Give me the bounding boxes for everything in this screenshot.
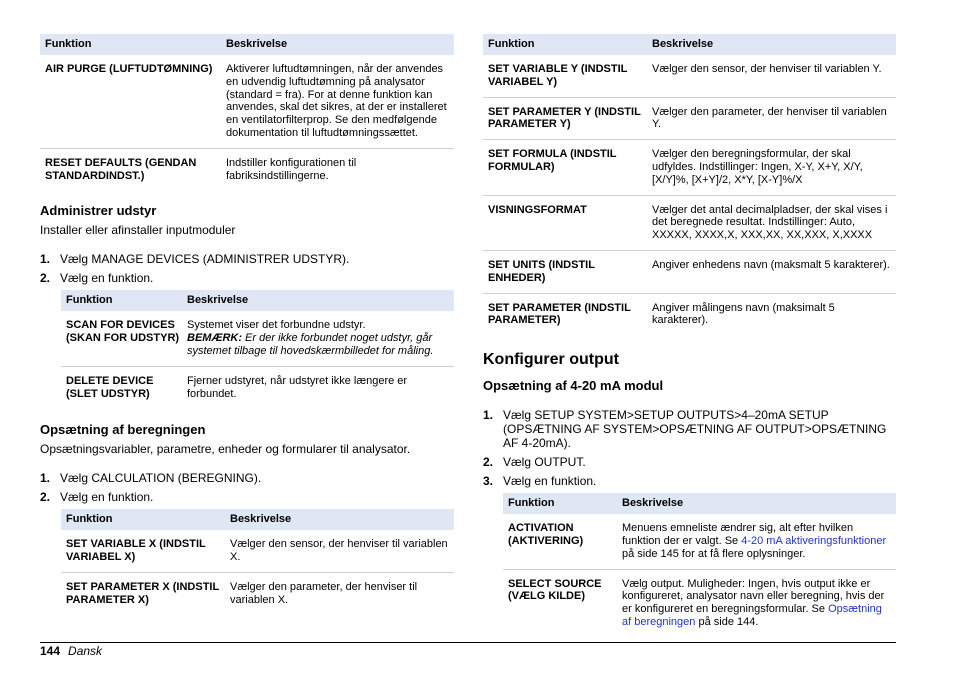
description-cell: Vælger det antal decimalpladser, der skal vises i det beregnede resultat. Indstillinger: Auto, XXXXX, XXXX,X, XXX,XX, XX,XXX, X,XXXX [652, 195, 896, 250]
cross-reference-link[interactable]: Opsætning af beregningen [622, 603, 882, 628]
step-text: Vælg OUTPUT. [503, 455, 586, 470]
note-text [187, 332, 433, 357]
step-number: 2. [40, 271, 51, 286]
step-text: Vælg en funktion. [60, 490, 154, 505]
step-number: 2. [483, 455, 494, 470]
note-body: Er der ikke forbundet noget udstyr, går systemet tilbage til hovedskærmbilledet for måling. [187, 332, 434, 357]
manage-devices-table [61, 290, 454, 408]
footer-divider [40, 642, 896, 643]
calculation-table-continued [483, 34, 896, 335]
header-funktion: Funktion [503, 493, 622, 514]
table-row [483, 97, 896, 140]
list-item [40, 271, 454, 285]
header-funktion: Funktion [61, 509, 230, 530]
function-cell: SET FORMULA (INDSTIL FORMULAR) [483, 140, 652, 195]
list-item [483, 408, 896, 450]
table-row [483, 250, 896, 293]
table-header [61, 290, 454, 311]
function-cell: SET PARAMETER X (INDSTIL PARAMETER X) [61, 572, 230, 614]
description-text: Menuens emneliste ændrer sig, alt efter hvilken funktion der er valgt. Se [622, 522, 854, 547]
description-cell: Vælger den sensor, der henviser til variablen Y. [652, 63, 882, 75]
table-row [40, 55, 454, 148]
step-text: Vælg en funktion. [60, 271, 154, 286]
function-cell: SET UNITS (INDSTIL ENHEDER) [483, 250, 652, 293]
steps-list [40, 471, 454, 504]
table-row [61, 366, 454, 408]
header-beskrivelse: Beskrivelse [187, 290, 454, 311]
table-row [503, 569, 896, 637]
header-funktion: Funktion [40, 34, 226, 55]
table-row [483, 140, 896, 195]
page-number: 144 [40, 644, 61, 658]
header-funktion: Funktion [61, 290, 187, 311]
function-cell: DELETE DEVICE (SLET UDSTYR) [61, 366, 187, 408]
air-purge-table [40, 34, 454, 190]
step-number: 1. [40, 252, 51, 267]
function-cell: VISNINGSFORMAT [483, 195, 652, 250]
table-row [503, 514, 896, 569]
description-cell [187, 311, 454, 366]
function-cell: SET PARAMETER (INDSTIL PARAMETER) [483, 293, 652, 335]
step-number: 3. [483, 474, 494, 489]
header-beskrivelse: Beskrivelse [230, 509, 454, 530]
header-beskrivelse: Beskrivelse [226, 34, 454, 55]
footer-language: Dansk [68, 644, 103, 658]
description-cell: Vælger den beregningsformular, der skal udfyldes. Indstillinger: Ingen, X-Y, X+Y, X/Y, [X/Y]%, [X+Y]/2, X*Y, [X-Y]%/X [652, 140, 896, 195]
section-intro: Opsætningsvariabler, parametre, enheder og formularer til analysator. [40, 442, 411, 457]
table-row [483, 55, 896, 97]
table-header [503, 493, 896, 514]
step-number: 2. [40, 490, 51, 505]
steps-list [483, 408, 896, 488]
list-item [483, 474, 896, 488]
calculation-table [61, 509, 454, 614]
description-cell: Vælger den sensor, der henviser til variablen X. [230, 538, 448, 564]
step-text: Vælg en funktion. [503, 474, 597, 489]
header-beskrivelse: Beskrivelse [622, 493, 896, 514]
function-cell: RESET DEFAULTS (GENDAN STANDARDINDST.) [40, 148, 226, 190]
table-row [61, 530, 454, 572]
step-text: Vælg CALCULATION (BEREGNING). [60, 471, 262, 486]
description-text: på side 145 for at få flere oplysninger. [622, 547, 806, 560]
table-header [40, 34, 454, 55]
description-cell: Angiver målingens navn (maksimalt 5 karakterer). [652, 293, 896, 335]
function-cell: SCAN FOR DEVICES (SKAN FOR UDSTYR) [66, 319, 180, 345]
step-number: 1. [40, 471, 51, 486]
subsection-heading: Opsætning af 4-20 mA modul [483, 378, 664, 394]
steps-list [40, 252, 454, 285]
function-cell: SET VARIABLE Y (INDSTIL VARIABEL Y) [488, 63, 628, 88]
header-beskrivelse: Beskrivelse [652, 34, 896, 55]
description-cell: Vælger den parameter, der henviser til variablen Y. [652, 97, 896, 140]
description-text: Vælg output. Muligheder: Ingen, hvis output ikke er konfigureret, analysator navn eller beregning, hvis der er konfigureret en beregningsformular. Se [622, 577, 885, 616]
description-cell: Angiver enhedens navn (maksmalt 5 karakterer). [652, 250, 896, 293]
section-intro: Installer eller afinstaller inputmoduler [40, 223, 236, 238]
cross-reference-link[interactable]: 4-20 mA aktiveringsfunktioner [741, 534, 887, 547]
output-setup-table [503, 493, 896, 637]
function-cell: SELECT SOURCE (VÆLG KILDE) [503, 569, 622, 637]
step-number: 1. [483, 408, 494, 423]
list-item [483, 455, 896, 469]
function-cell: AIR PURGE (LUFTUDTØMNING) [45, 63, 213, 75]
section-heading: Administrer udstyr [40, 203, 157, 219]
description-cell: Vælger den parameter, der henviser til variablen X. [230, 572, 454, 614]
page-footer [40, 644, 102, 658]
table-header [61, 509, 454, 530]
table-row [483, 195, 896, 250]
description-text: Systemet viser det forbundne udstyr. [187, 319, 366, 332]
step-text: Vælg SETUP SYSTEM>SETUP OUTPUTS>4–20mA SETUP (OPSÆTNING AF SYSTEM>OPSÆTNING AF OUTPUT>OPSÆTNING AF 4-20mA). [503, 408, 887, 451]
description-cell: Fjerner udstyret, når udstyret ikke længere er forbundet. [187, 366, 454, 408]
description-text: på side 144. [695, 615, 759, 628]
table-header [483, 34, 896, 55]
table-row [483, 293, 896, 335]
description-cell [622, 569, 896, 637]
left-column [40, 34, 454, 615]
table-row [61, 572, 454, 614]
table-row [40, 148, 454, 190]
description-cell: Indstiller konfigurationen til fabriksindstillingerne. [226, 148, 454, 190]
list-item [40, 471, 454, 485]
table-row [61, 311, 454, 366]
description-cell: Aktiverer luftudtømningen, når der anvendes en udvendig luftudtømning på analysator (standard = fra). For at denne funktion kan anvendes, skal det sikres, at der er installeret en ventilatorfilterprop. Se den medfølgende dokumentation til luftudtømningssættet. [226, 63, 447, 139]
function-cell: SET PARAMETER Y (INDSTIL PARAMETER Y) [483, 97, 652, 140]
step-text: Vælg MANAGE DEVICES (ADMINISTRER UDSTYR). [60, 252, 350, 267]
description-cell [622, 514, 896, 569]
list-item [40, 252, 454, 266]
function-cell: SET VARIABLE X (INDSTIL VARIABEL X) [66, 538, 206, 564]
function-cell: ACTIVATION (AKTIVERING) [508, 522, 584, 547]
section-heading: Opsætning af beregningen [40, 422, 206, 438]
header-funktion: Funktion [483, 34, 652, 55]
note-label: BEMÆRK: [187, 332, 242, 345]
right-column [483, 34, 896, 637]
list-item [40, 490, 454, 504]
section-heading: Konfigurer output [483, 351, 619, 369]
